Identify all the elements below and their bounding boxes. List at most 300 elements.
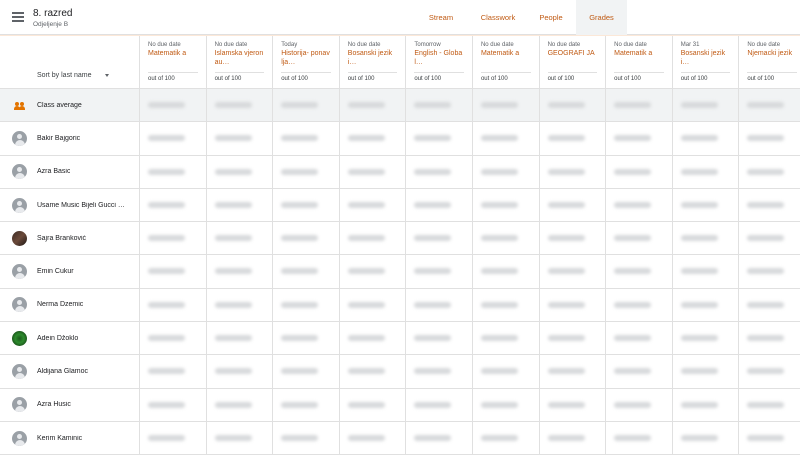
grade-cell[interactable] — [340, 422, 406, 455]
grade-cell[interactable] — [340, 122, 406, 155]
grade-cell[interactable] — [406, 122, 472, 155]
grade-cell[interactable] — [473, 255, 539, 288]
assignment-column — [406, 36, 473, 455]
grade-cell[interactable] — [273, 389, 339, 422]
grade-cell[interactable] — [207, 222, 273, 255]
grade-cell[interactable] — [673, 255, 739, 288]
grade-cell[interactable] — [207, 255, 273, 288]
assignment-column — [340, 36, 407, 455]
student-row[interactable] — [0, 156, 140, 189]
grade-cell[interactable] — [340, 222, 406, 255]
blurred-grade — [281, 435, 318, 441]
grade-cell[interactable] — [606, 322, 672, 355]
points-possible: out of 100 — [547, 76, 575, 82]
tab-grades[interactable]: Grades — [576, 0, 627, 35]
blurred-grade — [281, 235, 318, 241]
blurred-grade — [747, 335, 784, 341]
grade-cell[interactable] — [406, 355, 472, 388]
student-name[interactable]: Emin Čukur — [37, 268, 74, 276]
blurred-grade — [414, 102, 451, 108]
blurred-grade — [481, 435, 518, 441]
due-date: No due date — [747, 42, 781, 48]
assignment-title[interactable]: Bosanski jezik i… — [347, 50, 393, 66]
blurred-grade — [281, 302, 318, 308]
grade-cell[interactable] — [340, 189, 406, 222]
blurred-grade — [281, 402, 318, 408]
grade-cell[interactable] — [473, 289, 539, 322]
nav-tabs — [412, 0, 627, 35]
grade-cell[interactable] — [140, 289, 206, 322]
grade-cell[interactable] — [540, 422, 606, 455]
avatar — [12, 198, 27, 213]
blurred-grade — [348, 202, 385, 208]
blurred-grade — [148, 135, 185, 141]
blurred-grade — [148, 435, 185, 441]
avatar — [12, 364, 27, 379]
assignment-column — [673, 36, 740, 455]
grade-cell[interactable] — [473, 389, 539, 422]
assignment-title[interactable]: Matematik a — [480, 50, 520, 57]
student-name[interactable]: Nerma Dzemic — [37, 301, 84, 309]
blurred-grade — [148, 402, 185, 408]
class-average-cell[interactable] — [606, 89, 672, 122]
grade-cell[interactable] — [739, 189, 800, 222]
blurred-grade — [481, 268, 518, 274]
blurred-grade — [215, 368, 252, 374]
grade-cell[interactable] — [140, 189, 206, 222]
grade-cell[interactable] — [273, 122, 339, 155]
grade-cell[interactable] — [140, 222, 206, 255]
blurred-grade — [681, 202, 718, 208]
grade-cell[interactable] — [406, 156, 472, 189]
assignment-header[interactable] — [739, 36, 800, 89]
blurred-grade — [548, 335, 585, 341]
grade-cell[interactable] — [406, 289, 472, 322]
grade-cell[interactable] — [540, 389, 606, 422]
assignment-column — [207, 36, 274, 455]
blurred-grade — [747, 235, 784, 241]
grade-cell[interactable] — [739, 122, 800, 155]
assignment-title[interactable]: Islamska vjeronau… — [214, 50, 264, 66]
blurred-grade — [281, 135, 318, 141]
sort-dropdown[interactable]: Sort by last name — [37, 72, 92, 79]
grade-cell[interactable] — [673, 355, 739, 388]
student-row[interactable] — [0, 289, 140, 322]
header-rule — [481, 72, 531, 73]
grade-cell[interactable] — [207, 156, 273, 189]
points-possible: out of 100 — [347, 76, 375, 82]
blurred-grade — [681, 302, 718, 308]
blurred-grade — [414, 268, 451, 274]
blurred-grade — [414, 435, 451, 441]
grade-cell[interactable] — [739, 389, 800, 422]
grade-cell[interactable] — [140, 122, 206, 155]
points-possible: out of 100 — [480, 76, 508, 82]
blurred-grade — [614, 102, 651, 108]
blurred-grade — [215, 335, 252, 341]
blurred-grade — [548, 102, 585, 108]
grade-cell[interactable] — [540, 122, 606, 155]
blurred-grade — [548, 302, 585, 308]
assignment-title[interactable]: Historija- ponavlja… — [281, 50, 330, 66]
avatar — [12, 264, 27, 279]
top-bar — [0, 0, 800, 35]
blurred-grade — [348, 135, 385, 141]
grade-cell[interactable] — [340, 389, 406, 422]
blurred-grade — [681, 135, 718, 141]
header-rule — [548, 72, 598, 73]
points-possible: out of 100 — [148, 76, 175, 82]
class-average-cell[interactable] — [406, 89, 472, 122]
grade-cell[interactable] — [739, 422, 800, 455]
student-name[interactable]: Sajra Branković — [37, 234, 87, 242]
grade-cell[interactable] — [473, 322, 539, 355]
assignment-header[interactable] — [406, 36, 472, 89]
blurred-grade — [747, 202, 784, 208]
blurred-grade — [414, 335, 451, 341]
student-name[interactable]: Azra Husic — [37, 401, 71, 409]
blurred-grade — [481, 302, 518, 308]
blurred-grade — [614, 202, 651, 208]
class-average-cell[interactable] — [140, 89, 206, 122]
grade-cell[interactable] — [739, 355, 800, 388]
class-average-cell[interactable] — [540, 89, 606, 122]
blurred-grade — [481, 368, 518, 374]
blurred-grade — [348, 169, 385, 175]
class-title[interactable]: 8. razred — [33, 8, 73, 19]
grade-cell[interactable] — [273, 289, 339, 322]
assignment-header[interactable] — [273, 36, 339, 89]
blurred-grade — [148, 235, 185, 241]
blurred-grade — [281, 102, 318, 108]
grade-cell[interactable] — [207, 122, 273, 155]
header-rule — [281, 72, 331, 73]
assignment-columns — [140, 36, 800, 455]
student-row[interactable] — [0, 322, 140, 355]
grade-cell[interactable] — [406, 389, 472, 422]
grade-cell[interactable] — [340, 322, 406, 355]
class-average-cell[interactable] — [473, 89, 539, 122]
blurred-grade — [481, 169, 518, 175]
grade-cell[interactable] — [673, 189, 739, 222]
blurred-grade — [548, 368, 585, 374]
header-rule — [215, 72, 265, 73]
grade-cell[interactable] — [406, 422, 472, 455]
assignment-header[interactable] — [340, 36, 406, 89]
blurred-grade — [215, 268, 252, 274]
grade-cell[interactable] — [140, 322, 206, 355]
points-possible: out of 100 — [414, 76, 442, 82]
header-rule — [148, 72, 198, 73]
class-average-cell[interactable] — [340, 89, 406, 122]
grade-cell[interactable] — [673, 389, 739, 422]
grade-cell[interactable] — [473, 189, 539, 222]
due-date: No due date — [347, 42, 381, 48]
blurred-grade — [614, 235, 651, 241]
tab-classwork[interactable]: Classwork — [480, 13, 516, 22]
grade-cell[interactable] — [739, 255, 800, 288]
grade-cell[interactable] — [540, 255, 606, 288]
grade-cell[interactable] — [473, 222, 539, 255]
grade-cell[interactable] — [207, 389, 273, 422]
blurred-grade — [681, 102, 718, 108]
grade-cell[interactable] — [406, 255, 472, 288]
blurred-grade — [148, 268, 185, 274]
grade-cell[interactable] — [340, 255, 406, 288]
grade-cell[interactable] — [606, 156, 672, 189]
assignment-column — [540, 36, 607, 455]
assignment-column — [606, 36, 673, 455]
grade-cell[interactable] — [273, 189, 339, 222]
student-column — [0, 36, 140, 455]
class-average-cell[interactable] — [273, 89, 339, 122]
grade-cell[interactable] — [606, 255, 672, 288]
blurred-grade — [414, 302, 451, 308]
grade-cell[interactable] — [273, 355, 339, 388]
tab-people[interactable]: People — [539, 13, 563, 22]
grade-cell[interactable] — [473, 156, 539, 189]
grade-cell[interactable] — [540, 189, 606, 222]
grade-cell[interactable] — [273, 322, 339, 355]
blurred-grade — [481, 402, 518, 408]
student-row[interactable] — [0, 189, 140, 222]
blurred-grade — [614, 368, 651, 374]
grade-cell[interactable] — [207, 189, 273, 222]
grade-cell[interactable] — [540, 322, 606, 355]
assignment-column — [739, 36, 800, 455]
assignment-title[interactable]: English - Global… — [414, 50, 463, 66]
header-rule — [614, 72, 664, 73]
grade-cell[interactable] — [207, 355, 273, 388]
assignment-column — [473, 36, 540, 455]
grade-cell[interactable] — [273, 255, 339, 288]
grade-cell[interactable] — [673, 156, 739, 189]
blurred-grade — [348, 268, 385, 274]
blurred-grade — [215, 169, 252, 175]
student-row[interactable] — [0, 122, 140, 155]
blurred-grade — [414, 202, 451, 208]
blurred-grade — [614, 402, 651, 408]
assignment-title[interactable]: Matematik a — [614, 50, 653, 57]
assignment-header[interactable] — [606, 36, 672, 89]
points-possible: out of 100 — [747, 76, 775, 82]
blurred-grade — [747, 135, 784, 141]
blurred-grade — [414, 135, 451, 141]
grade-cell[interactable] — [140, 255, 206, 288]
grade-cell[interactable] — [406, 189, 472, 222]
student-name[interactable]: Kerim Kaminic — [37, 434, 83, 442]
blurred-grade — [281, 268, 318, 274]
points-possible: out of 100 — [680, 76, 708, 82]
header-rule — [747, 72, 797, 73]
blurred-grade — [548, 235, 585, 241]
grade-cell[interactable] — [207, 289, 273, 322]
blurred-grade — [548, 435, 585, 441]
blurred-grade — [414, 235, 451, 241]
avatar — [12, 164, 27, 179]
blurred-grade — [548, 169, 585, 175]
blurred-grade — [548, 268, 585, 274]
grade-cell[interactable] — [606, 189, 672, 222]
blurred-grade — [281, 335, 318, 341]
student-name[interactable]: Bakir Bajgoric — [37, 134, 81, 142]
assignment-header[interactable] — [207, 36, 273, 89]
tab-stream[interactable]: Stream — [428, 13, 454, 22]
grade-cell[interactable] — [673, 122, 739, 155]
assignment-title[interactable]: GEOGRAFI JA — [547, 50, 595, 57]
avatar — [12, 231, 27, 246]
people-icon — [14, 102, 26, 110]
student-row[interactable] — [0, 422, 140, 455]
avatar — [12, 297, 27, 312]
grade-cell[interactable] — [140, 389, 206, 422]
points-possible: out of 100 — [214, 76, 242, 82]
grade-cell[interactable] — [540, 222, 606, 255]
grade-cell[interactable] — [606, 122, 672, 155]
blurred-grade — [215, 402, 252, 408]
blurred-grade — [747, 402, 784, 408]
blurred-grade — [681, 435, 718, 441]
blurred-grade — [614, 169, 651, 175]
grade-cell[interactable] — [473, 122, 539, 155]
due-date: Mar 31 — [680, 42, 700, 48]
blurred-grade — [215, 202, 252, 208]
grade-cell[interactable] — [140, 422, 206, 455]
grade-cell[interactable] — [673, 422, 739, 455]
blurred-grade — [681, 368, 718, 374]
blurred-grade — [281, 368, 318, 374]
blurred-grade — [281, 202, 318, 208]
blurred-grade — [548, 202, 585, 208]
class-average-row — [0, 89, 140, 122]
student-row[interactable] — [0, 355, 140, 388]
blurred-grade — [215, 102, 252, 108]
grade-cell[interactable] — [540, 355, 606, 388]
blurred-grade — [481, 235, 518, 241]
assignment-column — [140, 36, 207, 455]
blurred-grade — [348, 435, 385, 441]
blurred-grade — [215, 435, 252, 441]
assignment-title[interactable]: Matematik a — [148, 50, 187, 57]
grade-cell[interactable] — [406, 222, 472, 255]
grade-cell[interactable] — [340, 355, 406, 388]
header-rule — [348, 72, 398, 73]
grade-cell[interactable] — [473, 422, 539, 455]
blurred-grade — [614, 302, 651, 308]
class-average-cell[interactable] — [739, 89, 800, 122]
grade-cell[interactable] — [739, 156, 800, 189]
grade-cell[interactable] — [739, 222, 800, 255]
grade-cell[interactable] — [340, 156, 406, 189]
blurred-grade — [614, 335, 651, 341]
grade-cell[interactable] — [207, 422, 273, 455]
grade-cell[interactable] — [673, 322, 739, 355]
grade-cell[interactable] — [273, 156, 339, 189]
student-name[interactable]: Azra Basic — [37, 168, 71, 176]
grade-cell[interactable] — [273, 222, 339, 255]
blurred-grade — [681, 268, 718, 274]
grade-cell[interactable] — [673, 222, 739, 255]
blurred-grade — [614, 135, 651, 141]
grade-cell[interactable] — [140, 355, 206, 388]
class-average-cell[interactable] — [207, 89, 273, 122]
student-name[interactable]: Aldijana Glamoc — [37, 368, 88, 376]
avatar — [12, 131, 27, 146]
blurred-grade — [681, 335, 718, 341]
blurred-grade — [215, 302, 252, 308]
blurred-grade — [481, 202, 518, 208]
blurred-grade — [414, 368, 451, 374]
blurred-grade — [481, 102, 518, 108]
grade-cell[interactable] — [739, 322, 800, 355]
assignment-header[interactable] — [673, 36, 739, 89]
assignment-title[interactable]: Njemacki jezik — [747, 50, 793, 57]
grade-cell[interactable] — [273, 422, 339, 455]
blurred-grade — [414, 169, 451, 175]
class-average-label: Class average — [37, 101, 82, 109]
blurred-grade — [348, 235, 385, 241]
assignment-header[interactable] — [473, 36, 539, 89]
grade-cell[interactable] — [540, 156, 606, 189]
student-row[interactable] — [0, 255, 140, 288]
blurred-grade — [148, 102, 185, 108]
blurred-grade — [481, 135, 518, 141]
blurred-grade — [614, 268, 651, 274]
grade-cell[interactable] — [406, 322, 472, 355]
sort-header — [0, 36, 140, 89]
grade-cell[interactable] — [606, 289, 672, 322]
blurred-grade — [348, 402, 385, 408]
student-row[interactable] — [0, 222, 140, 255]
grade-cell[interactable] — [340, 289, 406, 322]
class-section: Odjeljenje B — [33, 21, 69, 28]
assignment-header[interactable] — [140, 36, 206, 89]
grade-cell[interactable] — [540, 289, 606, 322]
dropdown-arrow-icon[interactable] — [105, 74, 109, 77]
blurred-grade — [348, 302, 385, 308]
header-rule — [681, 72, 731, 73]
assignment-header[interactable] — [540, 36, 606, 89]
grade-cell[interactable] — [140, 156, 206, 189]
student-name[interactable]: Usame Music Bijeli Gucci … — [37, 201, 125, 209]
blurred-grade — [348, 368, 385, 374]
grade-cell[interactable] — [739, 289, 800, 322]
student-row[interactable] — [0, 389, 140, 422]
grade-cell[interactable] — [673, 289, 739, 322]
hamburger-menu-icon[interactable] — [12, 12, 24, 22]
blurred-grade — [747, 102, 784, 108]
grade-cell[interactable] — [207, 322, 273, 355]
blurred-grade — [414, 402, 451, 408]
avatar — [12, 397, 27, 412]
due-date: No due date — [214, 42, 248, 48]
grade-cell[interactable] — [606, 389, 672, 422]
grade-cell[interactable] — [606, 355, 672, 388]
student-name[interactable]: Adein Džoklo — [37, 334, 79, 342]
blurred-grade — [148, 302, 185, 308]
due-date: No due date — [614, 42, 647, 48]
grade-cell[interactable] — [606, 222, 672, 255]
grade-cell[interactable] — [473, 355, 539, 388]
blurred-grade — [747, 435, 784, 441]
class-average-cell[interactable] — [673, 89, 739, 122]
assignment-title[interactable]: Bosanski jezik i… — [680, 50, 726, 66]
grade-cell[interactable] — [606, 422, 672, 455]
points-possible: out of 100 — [614, 76, 641, 82]
blurred-grade — [481, 335, 518, 341]
blurred-grade — [681, 402, 718, 408]
blurred-grade — [215, 235, 252, 241]
